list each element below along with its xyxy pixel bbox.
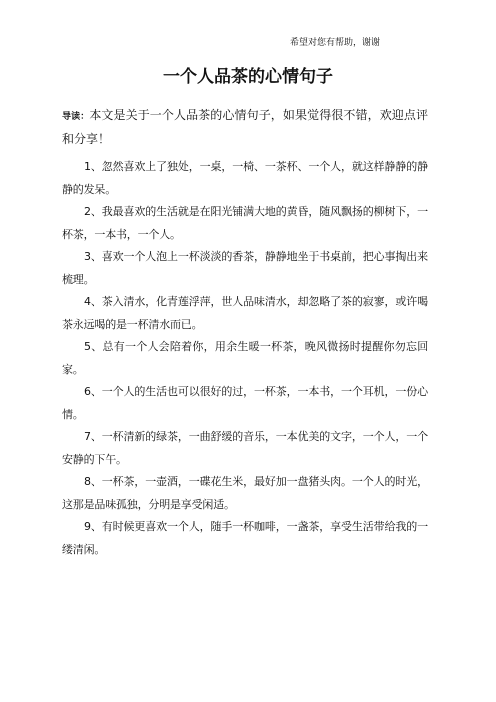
intro-text: 本文是关于一个人品茶的心情句子，如果觉得很不错，欢迎点评和分享！ [62,108,428,146]
list-item: 9、有时候更喜欢一个人，随手一杯咖啡，一盏茶，享受生活带给我的一缕清闲。 [62,520,428,556]
document-body [62,104,428,561]
list-item: 2、我最喜欢的生活就是在阳光铺满大地的黄昏，随风飘扬的柳树下，一杯茶，一本书，一个人。 [62,205,428,241]
intro-label: 导读： [62,112,90,122]
list-item: 7、一杯清新的绿茶，一曲舒缓的音乐，一本优美的文字，一个人，一个安静的下午。 [62,430,428,466]
list-item: 6、一个人的生活也可以很好的过，一杯茶，一本书，一个耳机，一份心情。 [62,385,428,421]
header-note: 希望对您有帮助，谢谢 [290,38,381,48]
list-item: 4、茶入清水，化青莲浮萍，世人品味清水，却忽略了茶的寂寥，或许喝茶永远喝的是一杯清水而已。 [62,295,428,331]
list-item: 1、忽然喜欢上了独处，一桌，一椅、一茶杯、一个人，就这样静静的静静的发呆。 [62,160,428,196]
intro-paragraph [62,104,428,150]
list-item: 3、喜欢一个人泡上一杯淡淡的香茶，静静地坐于书桌前，把心事掏出来梳理。 [62,250,428,286]
list-item: 5、总有一个人会陪着你，用余生暖一杯茶，晚风微扬时提醒你勿忘回家。 [62,340,428,376]
document-title: 一个人品茶的心情句子 [163,67,333,87]
list-item: 8、一杯茶，一壶酒，一碟花生米，最好加一盘猪头肉。一个人的时光，这那是品味孤独，分明是享受闲适。 [62,475,428,511]
